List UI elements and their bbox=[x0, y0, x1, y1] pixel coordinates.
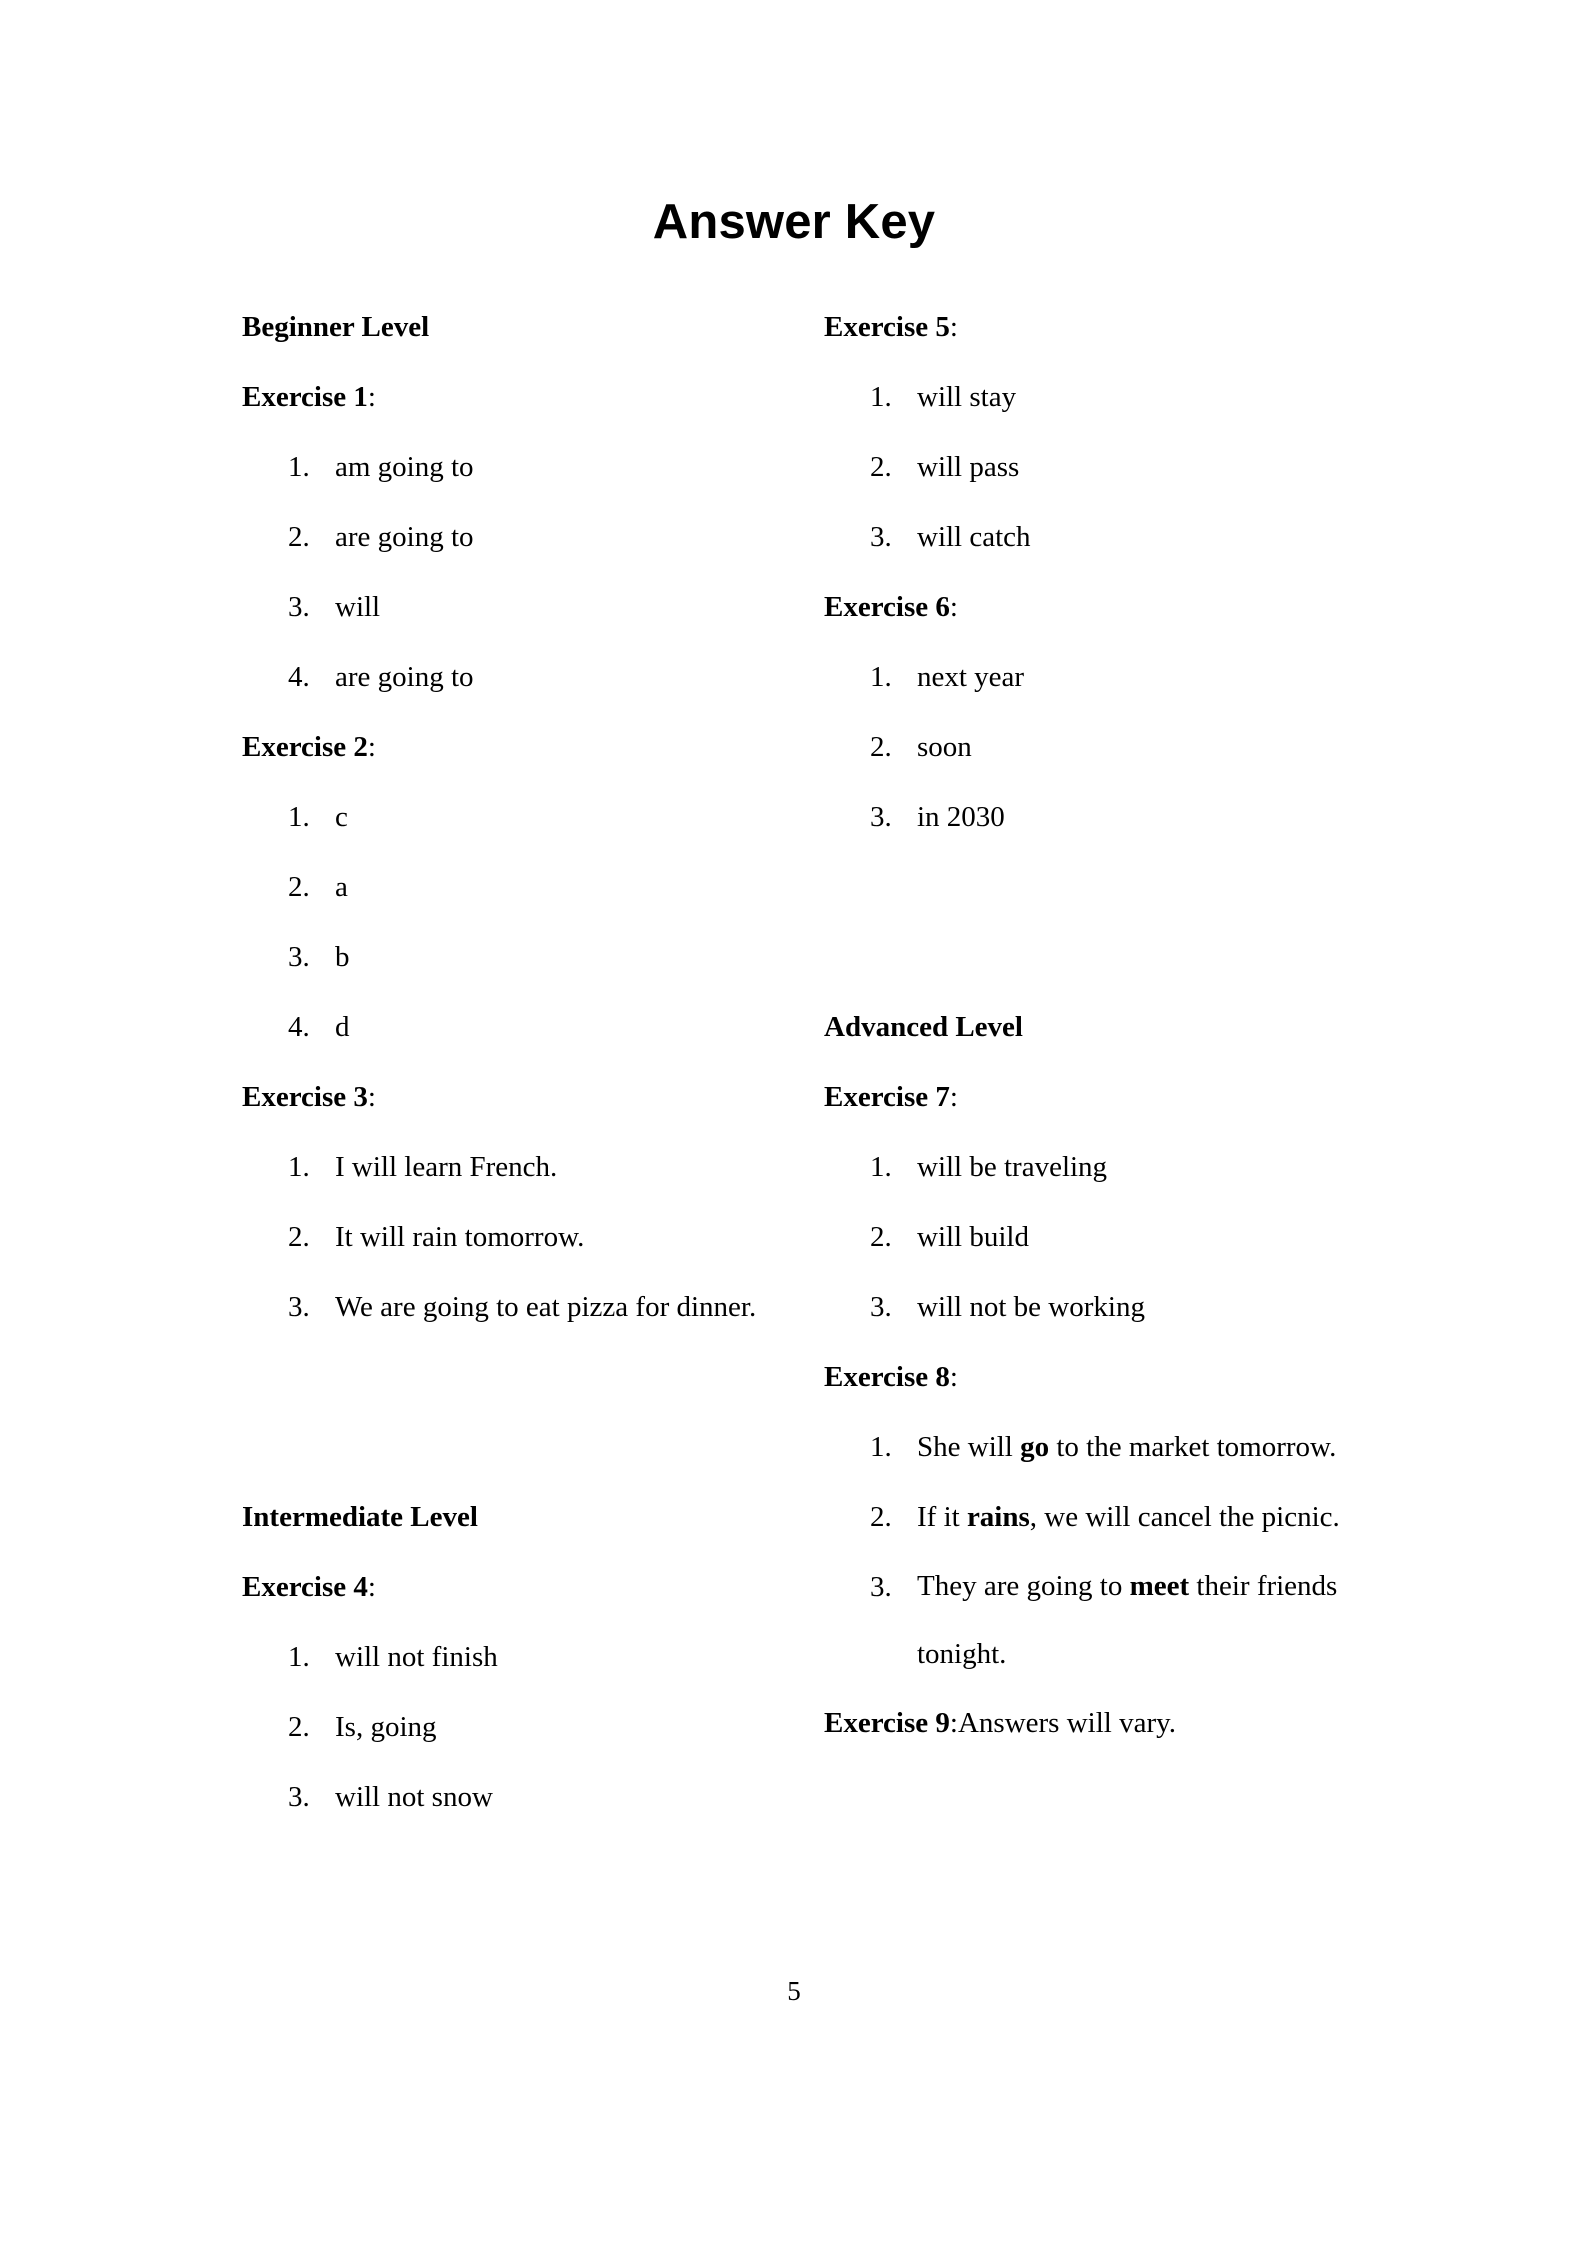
exercise-colon: : bbox=[367, 1080, 376, 1113]
answer-list-item bbox=[824, 1412, 1369, 1482]
answer-number: 2. bbox=[288, 521, 310, 553]
answer-list-item bbox=[242, 1692, 782, 1762]
exercise-heading bbox=[242, 1062, 782, 1132]
exercise-heading bbox=[824, 292, 1369, 362]
answer-text: am going to bbox=[335, 451, 474, 483]
exercise-heading bbox=[824, 1062, 1369, 1132]
exercise-colon: : bbox=[949, 590, 958, 623]
exercise-heading bbox=[824, 1342, 1369, 1412]
answer-text: We are going to eat pizza for dinner. bbox=[335, 1291, 757, 1323]
answer-text-fragment: to the market tomorrow. bbox=[1049, 1431, 1337, 1463]
answer-number: 4. bbox=[288, 661, 310, 693]
answer-text: b bbox=[335, 941, 350, 973]
exercise-label: Exercise 3 bbox=[242, 1080, 368, 1113]
answer-number: 3. bbox=[870, 1571, 892, 1603]
answer-number: 1. bbox=[870, 1431, 892, 1463]
answer-list-item bbox=[824, 712, 1369, 782]
answer-list-item bbox=[824, 362, 1369, 432]
answer-list-item bbox=[824, 1272, 1369, 1342]
exercise-colon: : bbox=[949, 310, 958, 343]
exercise-colon: : bbox=[949, 1360, 958, 1393]
exercise-label: Exercise 2 bbox=[242, 730, 368, 763]
answer-list bbox=[824, 362, 1369, 572]
answer-list-item bbox=[824, 1552, 1369, 1688]
exercise-label: Exercise 4 bbox=[242, 1570, 368, 1603]
exercise-label: Exercise 9 bbox=[824, 1706, 950, 1739]
page-number: 5 bbox=[787, 1976, 801, 2006]
answer-list-item bbox=[242, 642, 782, 712]
answer-list bbox=[242, 1132, 782, 1342]
page-title: Answer Key bbox=[652, 195, 936, 249]
answer-text: will bbox=[335, 591, 381, 623]
exercise-label: Exercise 7 bbox=[824, 1080, 950, 1113]
answer-text: next year bbox=[917, 661, 1025, 693]
answer-list-item bbox=[242, 1202, 782, 1272]
exercise-heading bbox=[242, 362, 782, 432]
answer-number: 3. bbox=[288, 1781, 310, 1813]
answer-text-fragment: , we will cancel the picnic. bbox=[1029, 1501, 1340, 1533]
answer-list-item bbox=[824, 642, 1369, 712]
level-heading-text: Advanced Level bbox=[824, 1010, 1023, 1043]
answer-list bbox=[824, 1132, 1369, 1342]
answer-text: will pass bbox=[917, 451, 1020, 483]
answer-text: will be traveling bbox=[917, 1151, 1108, 1183]
answer-text bbox=[917, 1552, 1369, 1688]
answer-number: 2. bbox=[870, 731, 892, 763]
answer-text bbox=[917, 1412, 1369, 1482]
answer-number: 2. bbox=[288, 871, 310, 903]
answer-list-item bbox=[824, 432, 1369, 502]
exercise-label: Exercise 6 bbox=[824, 590, 950, 623]
answer-text: soon bbox=[917, 731, 972, 763]
answer-list-item bbox=[242, 1762, 782, 1832]
exercise-label: Exercise 8 bbox=[824, 1360, 950, 1393]
answer-list-item bbox=[242, 502, 782, 572]
answer-list-item bbox=[824, 782, 1369, 852]
answer-list-item bbox=[824, 1482, 1369, 1552]
answer-list bbox=[242, 1622, 782, 1832]
answer-list-item bbox=[242, 992, 782, 1062]
answer-number: 3. bbox=[870, 1291, 892, 1323]
answer-number: 2. bbox=[288, 1221, 310, 1253]
answer-text: will build bbox=[917, 1221, 1029, 1253]
right-column bbox=[824, 292, 1369, 1758]
answer-bold-word: rains bbox=[966, 1501, 1030, 1533]
answer-list-item bbox=[824, 502, 1369, 572]
exercise-colon: : bbox=[367, 380, 376, 413]
answer-list bbox=[824, 1412, 1369, 1688]
answer-text: c bbox=[335, 801, 348, 833]
answer-text-fragment: They are going to bbox=[917, 1570, 1130, 1602]
exercise-colon: : bbox=[949, 1706, 958, 1739]
answer-list-item bbox=[242, 432, 782, 502]
answer-text: d bbox=[335, 1011, 350, 1043]
answer-number: 3. bbox=[870, 801, 892, 833]
answer-number: 3. bbox=[288, 591, 310, 623]
exercise-heading bbox=[242, 1552, 782, 1622]
exercise-heading bbox=[824, 572, 1369, 642]
answer-list bbox=[242, 782, 782, 1062]
section-gap bbox=[824, 852, 1369, 992]
section-gap bbox=[242, 1342, 782, 1482]
exercise-colon: : bbox=[367, 1570, 376, 1603]
answer-list-item bbox=[242, 1132, 782, 1202]
answer-text: I will learn French. bbox=[335, 1151, 558, 1183]
answer-text-fragment: their friends tonight. bbox=[917, 1570, 1338, 1670]
answer-number: 1. bbox=[870, 661, 892, 693]
answer-number: 1. bbox=[288, 451, 310, 483]
answer-list-item bbox=[242, 782, 782, 852]
answer-text bbox=[917, 1482, 1369, 1552]
answer-text: are going to bbox=[335, 661, 474, 693]
exercise-colon: : bbox=[949, 1080, 958, 1113]
answer-list-item bbox=[824, 1132, 1369, 1202]
answer-number: 3. bbox=[288, 1291, 310, 1323]
answer-text: will not be working bbox=[917, 1291, 1145, 1323]
level-heading-text: Beginner Level bbox=[242, 310, 430, 343]
answer-number: 1. bbox=[870, 381, 892, 413]
answer-number: 1. bbox=[288, 1641, 310, 1673]
answer-list-item bbox=[242, 1272, 782, 1342]
left-column bbox=[242, 292, 782, 1832]
answer-text: will stay bbox=[917, 381, 1017, 413]
answer-list-item bbox=[242, 1622, 782, 1692]
exercise-inline-text: Answers will vary. bbox=[957, 1706, 1176, 1739]
exercise-colon: : bbox=[367, 730, 376, 763]
answer-text: will not finish bbox=[335, 1641, 498, 1673]
answer-text: a bbox=[335, 871, 348, 903]
answer-text-fragment: She will bbox=[917, 1431, 1021, 1463]
answer-text: will catch bbox=[917, 521, 1031, 553]
answer-number: 1. bbox=[288, 1151, 310, 1183]
answer-number: 1. bbox=[870, 1151, 892, 1183]
answer-number: 2. bbox=[870, 451, 892, 483]
answer-list bbox=[824, 642, 1369, 852]
answer-list bbox=[242, 432, 782, 712]
answer-bold-word: go bbox=[1020, 1431, 1050, 1463]
answer-list-item bbox=[242, 572, 782, 642]
answer-number: 3. bbox=[870, 521, 892, 553]
answer-text: It will rain tomorrow. bbox=[335, 1221, 585, 1253]
answer-text: are going to bbox=[335, 521, 474, 553]
exercise-heading-inline bbox=[824, 1688, 1369, 1758]
exercise-label: Exercise 1 bbox=[242, 380, 368, 413]
answer-text-fragment: If it bbox=[917, 1501, 967, 1533]
answer-text: Is, going bbox=[335, 1711, 437, 1743]
level-heading bbox=[242, 292, 782, 362]
answer-number: 2. bbox=[288, 1711, 310, 1743]
answer-number: 1. bbox=[288, 801, 310, 833]
answer-number: 2. bbox=[870, 1501, 892, 1533]
answer-list-item bbox=[824, 1202, 1369, 1272]
answer-list-item bbox=[242, 852, 782, 922]
level-heading bbox=[824, 992, 1369, 1062]
exercise-heading bbox=[242, 712, 782, 782]
answer-bold-word: meet bbox=[1129, 1570, 1190, 1602]
answer-number: 3. bbox=[288, 941, 310, 973]
answer-number: 2. bbox=[870, 1221, 892, 1253]
answer-list-item bbox=[242, 922, 782, 992]
answer-text: will not snow bbox=[335, 1781, 493, 1813]
level-heading-text: Intermediate Level bbox=[242, 1500, 478, 1533]
exercise-label: Exercise 5 bbox=[824, 310, 950, 343]
level-heading bbox=[242, 1482, 782, 1552]
answer-number: 4. bbox=[288, 1011, 310, 1043]
answer-text: in 2030 bbox=[917, 801, 1005, 833]
